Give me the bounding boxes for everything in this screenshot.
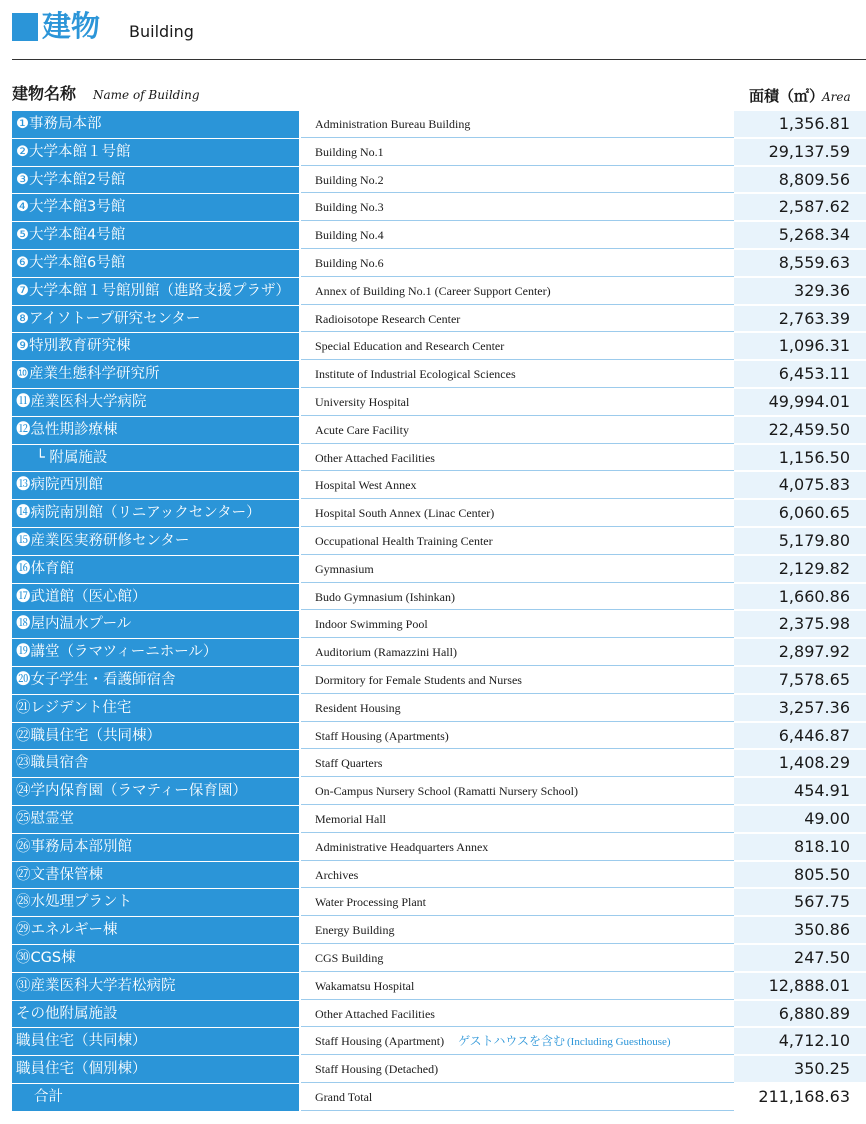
- column-header: [0, 82, 866, 108]
- building-area: 567.75: [734, 889, 866, 916]
- building-name-en: [301, 250, 734, 277]
- building-name-jp: その他附属施設: [12, 1001, 299, 1028]
- table-row: [12, 862, 866, 890]
- building-name-jp: ❻大学本館6号館: [12, 250, 299, 277]
- table-row: [12, 945, 866, 973]
- building-name-jp: 職員住宅（個別棟）: [12, 1056, 299, 1083]
- building-name-en-text: Budo Gymnasium (Ishinkan): [315, 589, 455, 604]
- building-name-en: [301, 584, 734, 611]
- building-name-jp: ❹大学本館3号館: [12, 194, 299, 221]
- building-name-en-text: Special Education and Research Center: [315, 339, 505, 354]
- building-name-en: [301, 1056, 734, 1083]
- building-name-en-text: On-Campus Nursery School (Ramatti Nursery School): [315, 784, 578, 799]
- table-row: [12, 250, 866, 278]
- building-area: 1,096.31: [734, 333, 866, 360]
- building-name-en-text: Other Attached Facilities: [315, 1006, 435, 1021]
- table-row: [12, 389, 866, 417]
- building-area: 805.50: [734, 862, 866, 889]
- column-name-en: Name of Building: [93, 88, 200, 102]
- building-name-en: [301, 639, 734, 666]
- table-row: [12, 278, 866, 306]
- building-name-en-text: Hospital South Annex (Linac Center): [315, 506, 495, 521]
- building-area: 2,375.98: [734, 611, 866, 638]
- table-row: [12, 333, 866, 361]
- table-row: [12, 167, 866, 195]
- building-area: 3,257.36: [734, 695, 866, 722]
- table-row: [12, 417, 866, 445]
- building-name-en-text: Occupational Health Training Center: [315, 533, 493, 548]
- table-row: [12, 667, 866, 695]
- table-row: [12, 222, 866, 250]
- building-name-jp: ⓮病院南別館（リニアックセンター）: [12, 500, 299, 527]
- building-area: 2,129.82: [734, 556, 866, 583]
- building-area: 2,763.39: [734, 306, 866, 333]
- building-name-jp: ㉗文書保管棟: [12, 862, 299, 889]
- building-area: 247.50: [734, 945, 866, 972]
- building-name-en: [301, 667, 734, 694]
- building-name-jp: ❷大学本館１号館: [12, 139, 299, 166]
- building-name-en: [301, 750, 734, 777]
- building-name-en-text: Building No.6: [315, 255, 384, 270]
- building-name-en: [301, 389, 734, 416]
- building-name-en: [301, 167, 734, 194]
- table-row: [12, 806, 866, 834]
- building-name-en-text: Auditorium (Ramazzini Hall): [315, 645, 457, 660]
- table-row: [12, 1028, 866, 1056]
- building-name-en-text: Dormitory for Female Students and Nurses: [315, 672, 522, 687]
- table-row: [12, 695, 866, 723]
- building-area: 1,660.86: [734, 584, 866, 611]
- page-header: [0, 0, 866, 60]
- building-name-en-text: Annex of Building No.1 (Career Support Center): [315, 283, 551, 298]
- building-name-jp: ㉕慰霊堂: [12, 806, 299, 833]
- table-row: [12, 306, 866, 334]
- building-area: 29,137.59: [734, 139, 866, 166]
- building-name-en-text: Indoor Swimming Pool: [315, 617, 428, 632]
- column-area-jp: 面積（㎡）: [749, 87, 825, 105]
- building-name-en-text: Radioisotope Research Center: [315, 311, 461, 326]
- building-name-jp: ㉔学内保育園（ラマティー保育園）: [12, 778, 299, 805]
- building-name-en: [301, 889, 734, 916]
- building-name-jp: ❼大学本館１号館別館（進路支援プラザ）: [12, 278, 299, 305]
- building-area: 4,712.10: [734, 1028, 866, 1055]
- building-name-en: [301, 361, 734, 388]
- building-area: 6,446.87: [734, 723, 866, 750]
- note-jp: ゲストハウスを含む: [458, 1034, 566, 1049]
- table-row: [12, 639, 866, 667]
- column-name-jp: 建物名称: [12, 84, 77, 103]
- note-en: (Including Guesthouse): [567, 1036, 671, 1049]
- building-name-jp: ㉙エネルギー棟: [12, 917, 299, 944]
- page-title-en: Building: [129, 22, 194, 41]
- building-name-en: [301, 333, 734, 360]
- table-row: [12, 111, 866, 139]
- building-area: 2,897.92: [734, 639, 866, 666]
- building-area: 454.91: [734, 778, 866, 805]
- building-name-jp: ❿産業生態科学研究所: [12, 361, 299, 388]
- building-name-jp: ⓯産業医実務研修センター: [12, 528, 299, 555]
- building-name-jp: ❾特別教育研究棟: [12, 333, 299, 360]
- table-row: [12, 723, 866, 751]
- building-name-en-text: Resident Housing: [315, 700, 401, 715]
- building-table: [12, 111, 866, 1112]
- building-name-jp: ㉚CGS棟: [12, 945, 299, 972]
- building-name-jp: ⓴女子学生・看護師宿舎: [12, 667, 299, 694]
- building-name-jp: ㉑レジデント住宅: [12, 695, 299, 722]
- building-name-jp: ❽アイソトープ研究センター: [12, 306, 299, 333]
- table-row: [12, 973, 866, 1001]
- building-name-en-text: Other Attached Facilities: [315, 450, 435, 465]
- building-name-en-text: CGS Building: [315, 950, 384, 965]
- building-area: 1,156.50: [734, 445, 866, 472]
- table-row: [12, 445, 866, 473]
- building-name-jp: ❸大学本館2号館: [12, 167, 299, 194]
- building-area: 350.86: [734, 917, 866, 944]
- building-name-jp: ⓬急性期診療棟: [12, 417, 299, 444]
- table-row: [12, 834, 866, 862]
- building-name-en-text: Memorial Hall: [315, 811, 386, 826]
- building-area: 7,578.65: [734, 667, 866, 694]
- total-area: 211,168.63: [734, 1084, 866, 1111]
- table-row: [12, 584, 866, 612]
- table-row: [12, 556, 866, 584]
- building-name-jp: ⓰体育館: [12, 556, 299, 583]
- building-name-jp: ㉘水処理プラント: [12, 889, 299, 916]
- building-area: 6,060.65: [734, 500, 866, 527]
- table-row: [12, 194, 866, 222]
- building-name-en-text: Archives: [315, 867, 359, 882]
- building-name-en: [301, 611, 734, 638]
- page-title-jp: 建物: [42, 9, 101, 43]
- total-label-en: Grand Total: [301, 1084, 734, 1111]
- building-name-jp: ⓱武道館（医心館）: [12, 584, 299, 611]
- building-area: 329.36: [734, 278, 866, 305]
- building-name-en: [301, 111, 734, 138]
- header-divider: [12, 59, 866, 60]
- building-name-en-text: Building No.1: [315, 144, 384, 159]
- building-area: 6,880.89: [734, 1001, 866, 1028]
- building-area: 5,179.80: [734, 528, 866, 555]
- building-area: 350.25: [734, 1056, 866, 1083]
- building-area: 1,356.81: [734, 111, 866, 138]
- building-name-en: [301, 472, 734, 499]
- building-name-en-text: Building No.4: [315, 228, 384, 243]
- building-name-en-text: Administration Bureau Building: [315, 117, 471, 131]
- building-name-en-text: Gymnasium: [315, 561, 374, 576]
- building-area: 22,459.50: [734, 417, 866, 444]
- building-name-en-text: Wakamatsu Hospital: [315, 978, 415, 993]
- building-name-en: [301, 445, 734, 472]
- building-name-en: [301, 278, 734, 305]
- building-name-en: [301, 222, 734, 249]
- building-name-en-text: Building No.3: [315, 200, 384, 215]
- table-row: [12, 528, 866, 556]
- building-name-en-text: Acute Care Facility: [315, 422, 409, 437]
- building-name-en: [301, 1028, 734, 1055]
- building-name-jp: ㉖事務局本部別館: [12, 834, 299, 861]
- column-area-en: Area: [822, 90, 851, 104]
- building-name-jp: └ 附属施設: [12, 445, 299, 472]
- building-name-en: [301, 806, 734, 833]
- building-name-en: [301, 500, 734, 527]
- building-name-jp: ⓲屋内温水プール: [12, 611, 299, 638]
- building-name-en-text: Institute of Industrial Ecological Sciences: [315, 367, 516, 382]
- building-name-en-text: Building No.2: [315, 172, 384, 187]
- building-name-en: [301, 556, 734, 583]
- building-area: 4,075.83: [734, 472, 866, 499]
- building-name-en-text: Hospital West Annex: [315, 478, 417, 493]
- building-name-jp: ㉛産業医科大学若松病院: [12, 973, 299, 1000]
- building-name-en-text: Administrative Headquarters Annex: [315, 839, 489, 854]
- table-row: [12, 500, 866, 528]
- table-row: [12, 1056, 866, 1084]
- building-area: 8,559.63: [734, 250, 866, 277]
- building-area: 49.00: [734, 806, 866, 833]
- building-name-en: [301, 194, 734, 221]
- building-name-jp: ㉓職員宿舎: [12, 750, 299, 777]
- table-row: [12, 750, 866, 778]
- building-name-jp: 職員住宅（共同棟）: [12, 1028, 299, 1055]
- building-name-en: [301, 834, 734, 861]
- building-area: 5,268.34: [734, 222, 866, 249]
- building-name-en: [301, 973, 734, 1000]
- building-name-en: [301, 306, 734, 333]
- total-label-jp: 合計: [12, 1084, 299, 1111]
- table-row: [12, 778, 866, 806]
- building-area: 8,809.56: [734, 167, 866, 194]
- building-name-en: [301, 862, 734, 889]
- building-area: 2,587.62: [734, 194, 866, 221]
- table-row: [12, 1001, 866, 1029]
- building-area: 49,994.01: [734, 389, 866, 416]
- building-name-jp: ⓳講堂（ラマツィーニホール）: [12, 639, 299, 666]
- building-name-jp: ❶事務局本部: [12, 111, 299, 138]
- building-name-en-text: Water Processing Plant: [315, 895, 427, 910]
- building-name-en: [301, 723, 734, 750]
- building-area: 6,453.11: [734, 361, 866, 388]
- total-row: [12, 1084, 866, 1112]
- title-square-icon: [12, 13, 38, 41]
- building-name-jp: ⓭病院西別館: [12, 472, 299, 499]
- building-name-jp: ㉒職員住宅（共同棟）: [12, 723, 299, 750]
- table-row: [12, 139, 866, 167]
- building-name-en-text: University Hospital: [315, 394, 410, 409]
- building-name-en: [301, 917, 734, 944]
- building-name-en: [301, 778, 734, 805]
- table-row: [12, 361, 866, 389]
- building-area: 1,408.29: [734, 750, 866, 777]
- building-name-en-text: Staff Housing (Apartment): [315, 1034, 445, 1049]
- building-name-en-text: Energy Building: [315, 923, 395, 938]
- table-row: [12, 889, 866, 917]
- building-name-en-text: Staff Quarters: [315, 756, 383, 771]
- building-name-en: [301, 1001, 734, 1028]
- building-name-en: [301, 695, 734, 722]
- table-row: [12, 611, 866, 639]
- building-name-en: [301, 139, 734, 166]
- building-name-en: [301, 528, 734, 555]
- building-name-jp: ⓫産業医科大学病院: [12, 389, 299, 416]
- table-row: [12, 472, 866, 500]
- building-area: 818.10: [734, 834, 866, 861]
- building-name-en-text: Staff Housing (Apartments): [315, 728, 449, 743]
- building-name-en: [301, 945, 734, 972]
- building-area: 12,888.01: [734, 973, 866, 1000]
- building-name-jp: ❺大学本館4号館: [12, 222, 299, 249]
- building-name-en: [301, 417, 734, 444]
- table-row: [12, 917, 866, 945]
- building-name-en-text: Staff Housing (Detached): [315, 1062, 439, 1077]
